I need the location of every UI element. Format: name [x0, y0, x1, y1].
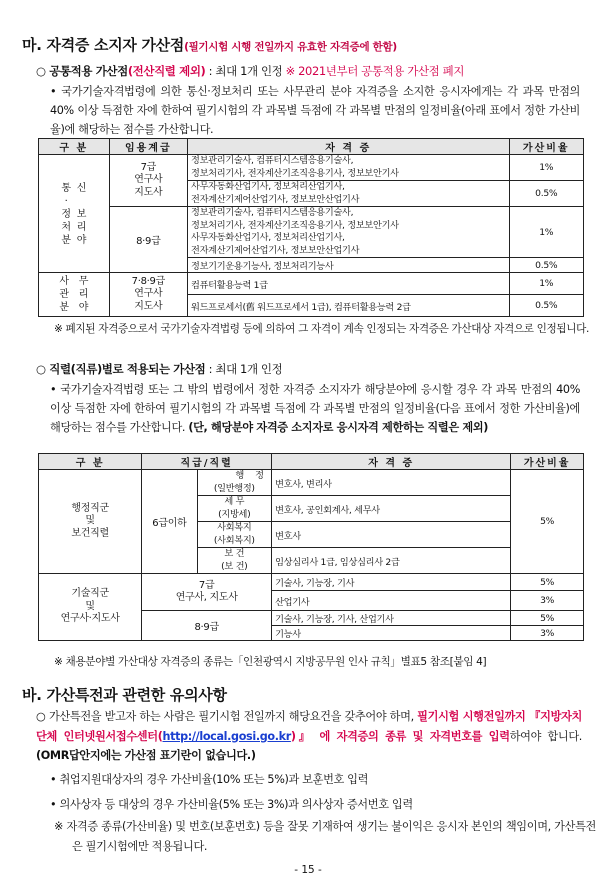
bonus-notice-paragraph: ○ 가산특전을 받고자 하는 사람은 필기시험 전일까지 해당요건을 갖추어야 하며, 필기시험 시행전일까지 『지방자치단체 인터넷원서접수센터(http://local.gosi.go.kr)』 에 자격증의 종류 및 자격번호를 입력하여야 합니다.(OMR답안지에는 가산점 표기란이 없습니다.): [36, 710, 583, 762]
th2-rate: 가산비율: [511, 454, 584, 470]
cert-row-4: 정보기기운용기능사, 정보처리기능사: [188, 258, 509, 273]
job-bonus-table: [38, 453, 584, 641]
grade-6-below: 6급이하: [142, 470, 197, 574]
group-tech: 기술직군 및 연구사·지도사: [39, 574, 142, 641]
cert-row-6: 워드프로세서(舊 워드프로세서 1급), 컴퓨터활용능력 2급: [188, 295, 509, 317]
grade-89: 8·9급: [109, 207, 187, 273]
cert-row-3: 정보관리기술사, 컴퓨터시스템응용기술사, 정보처리기사, 전자계산기조직응용기사, 정보보안기사 사무자동화산업기사, 정보처리산업기사, 전자계산기제어산업기사, 정보보안산업기사: [188, 207, 509, 258]
job-bonus-heading: ○ 직렬(직류)별로 적용되는 가산점 : 최대 1개 인정: [36, 362, 283, 376]
grade-789: 7·8·9급 연구사 지도사: [109, 273, 187, 317]
cert-row-5: 컴퓨터활용능력 1급: [188, 273, 509, 295]
table2-note: ※ 채용분야별 가산대상 자격증의 종류는「인천광역시 지방공무원 인사 규칙」별표5 참조[붙임 4]: [54, 656, 487, 668]
grade-7: 7급 연구사 지도사: [109, 155, 187, 207]
category-office: 사 관 분 무 리 야: [39, 273, 110, 317]
th2-category: 구 분: [39, 454, 142, 470]
th2-certificate: 자 격 증: [272, 454, 511, 470]
section-title-ma: 마. 자격증 소지자 가산점(필기시험 시행 전일까지 유효한 자격증에 한함): [22, 36, 397, 54]
th2-job: 직급/직렬: [142, 454, 272, 470]
th-category: 구 분: [39, 139, 110, 155]
cert-health: 임상심리사 1급, 임상심리사 2급: [272, 548, 511, 574]
cert-tech-2: 산업기사: [272, 591, 511, 611]
grade-7-tech: 7급 연구사, 지도사: [142, 574, 272, 611]
rate-row-3: 1%: [509, 207, 584, 258]
cert-row-2: 사무자동화산업기사, 정보처리산업기사, 전자계산기제어산업기사, 정보보안산업기사: [188, 181, 509, 207]
rate-row-1: 1%: [509, 155, 584, 181]
job-welfare: 사회복지 (사회복지): [197, 522, 272, 548]
page-number: - 15 -: [294, 864, 322, 876]
job-bonus-text: • 국가기술자격법령 또는 그 밖의 법령에서 정한 자격증 소지자가 해당분야에 응시할 경우 각 과목 만점의 40% 이상 득점한 자에 한하여 필기시험의 각 과목별 득점에 각 과목별 만점의 일정비율(다음 표에서 정한 가산비율)에 해당하는 점수를 가산합니다. (단, 해당분야 자격증 소지자로 응시자격 제한하는 직렬은 제외): [50, 383, 580, 434]
cert-tech-1: 기술사, 기능장, 기사: [272, 574, 511, 591]
bonus-liability-note: ※ 자격증 종류(가산비율) 및 번호(보훈번호) 등을 잘못 기재하여 생기는 불이익은 응시자 본인의 책임이며, 가산특전은 필기시험에만 적용됩니다.: [54, 820, 596, 853]
table1-note: ※ 폐지된 자격증으로서 국가기술자격법령 등에 의하여 그 자격이 계속 인정되는 자격증은 가산대상 자격으로 인정됩니다.: [54, 323, 590, 335]
cert-welfare: 변호사: [272, 522, 511, 548]
th-rate: 가산비율: [509, 139, 584, 155]
th-grade: 임용계급: [109, 139, 187, 155]
rate-tech-2: 3%: [511, 591, 584, 611]
common-bonus-heading: ○ 공통적용 가산점(전산직렬 제외) : 최대 1개 인정 ※ 2021년부터 공통적용 가산점 폐지: [36, 64, 465, 78]
group-admin: 행정직군 및 보건직렬: [39, 470, 142, 574]
cert-tax: 변호사, 공인회계사, 세무사: [272, 496, 511, 522]
rate-tech-4: 3%: [511, 626, 584, 641]
cert-admin: 변호사, 변리사: [272, 470, 511, 496]
bullet-injured: • 의사상자 등 대상의 경우 가산비율(5% 또는 3%)과 의사상자 증서번호 입력: [50, 798, 413, 811]
common-bonus-text: • 국가기술자격법령에 의한 통신·정보처리 또는 사무관리 분야 자격증을 소지한 응시자에게는 각 과목 만점의 40% 이상 득점한 자에 한하여 필기시험의 각 과목별 득점에 각 과목별 만점의 일정비율(아래 표에서 정한 가산비율)에 해당하는 점수를 가산합니다.: [50, 85, 580, 136]
cert-row-1: 정보관리기술사, 컴퓨터시스템응용기술사, 정보처리기사, 전자계산기조직응용기사, 정보보안기사: [188, 155, 509, 181]
cert-tech-3: 기술사, 기능장, 기사, 산업기사: [272, 611, 511, 626]
rate-row-2: 0.5%: [509, 181, 584, 207]
section-title-ba: 바. 가산특전과 관련한 유의사항: [22, 686, 227, 704]
category-telecom: 통 · 정 처 분 신 보 리 야: [39, 155, 110, 273]
grade-89-tech: 8·9급: [142, 611, 272, 641]
common-bonus-table: [38, 138, 584, 317]
job-admin: 행 정 (일반행정): [197, 470, 272, 496]
rate-row-5: 1%: [509, 273, 584, 295]
job-health: 보 건 (보 건): [197, 548, 272, 574]
bullet-veterans: • 취업지원대상자의 경우 가산비율(10% 또는 5%)과 보훈번호 입력: [50, 773, 369, 786]
rate-tech-1: 5%: [511, 574, 584, 591]
rate-row-4: 0.5%: [509, 258, 584, 273]
rate-tech-3: 5%: [511, 611, 584, 626]
rate-row-6: 0.5%: [509, 295, 584, 317]
cert-tech-4: 기능사: [272, 626, 511, 641]
gosi-link[interactable]: http://local.gosi.go.kr: [162, 729, 291, 743]
rate-group-admin: 5%: [511, 470, 584, 574]
th-certificate: 자 격 증: [188, 139, 509, 155]
job-tax: 세 무 (지방세): [197, 496, 272, 522]
